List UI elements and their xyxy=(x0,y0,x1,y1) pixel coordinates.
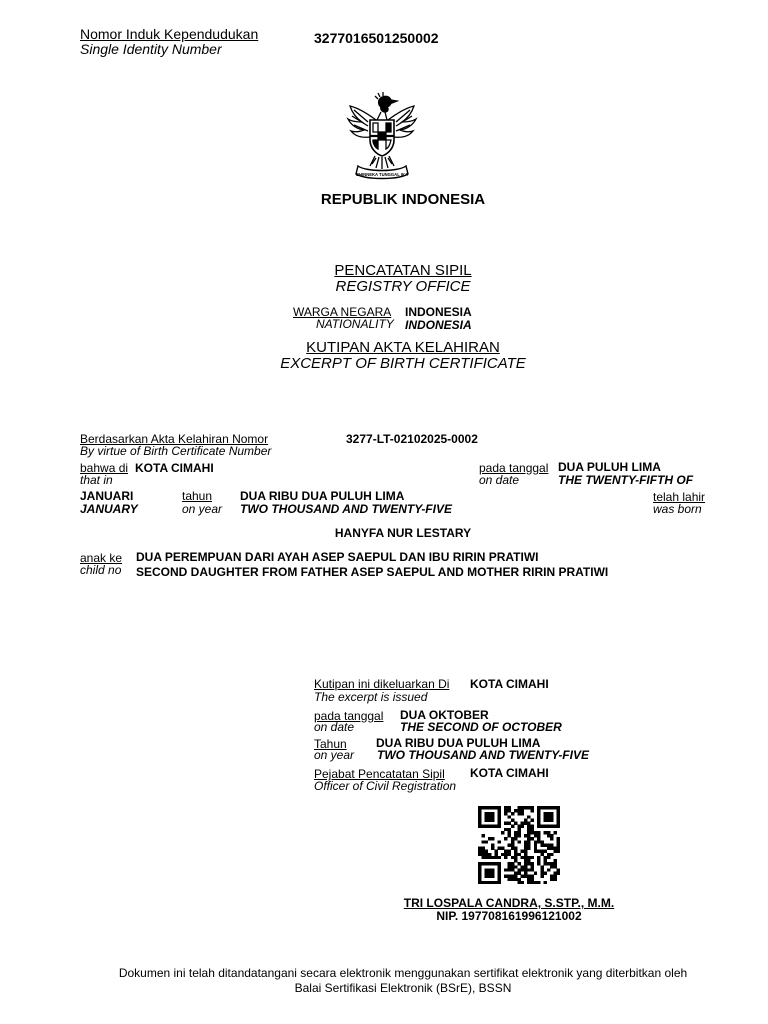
footer-line-1: Dokumen ini telah ditandatangani secara elektronik menggunakan sertifikat elektronik yang diterbitkan oleh xyxy=(118,966,688,980)
issue-place-label-en: The excerpt is issued xyxy=(314,690,428,704)
birth-year-label: tahun xyxy=(182,489,213,503)
basis-value: 3277-LT-02102025-0002 xyxy=(346,432,478,446)
basis-label-en: By virtue of Birth Certificate Number xyxy=(80,444,272,458)
child-order-label: anak ke xyxy=(80,551,123,565)
born-label: telah lahir xyxy=(653,490,706,504)
nik-label-en: Single Identity Number xyxy=(80,41,222,57)
officer-value: KOTA CIMAHI xyxy=(470,766,549,780)
birth-date-value: DUA PULUH LIMA xyxy=(558,460,661,474)
issue-date-value: DUA OKTOBER xyxy=(400,708,489,722)
child-order-value-en: SECOND DAUGHTER FROM FATHER ASEP SAEPUL AND MOTHER RIRIN PRATIWI xyxy=(136,565,609,579)
officer-label-en: Officer of Civil Registration xyxy=(314,779,457,793)
birth-year-value-en: TWO THOUSAND AND TWENTY-FIVE xyxy=(240,502,452,516)
birth-month-value: JANUARI xyxy=(80,489,134,503)
signer-nip: NIP. 197708161996121002 xyxy=(436,909,582,923)
issue-year-label-en: on year xyxy=(314,748,355,762)
birth-place-label-en: that in xyxy=(80,473,113,487)
birth-date-label: pada tanggal xyxy=(479,461,549,475)
office-title-en: REGISTRY OFFICE xyxy=(335,278,471,295)
country-title: REPUBLIK INDONESIA xyxy=(320,191,486,208)
birth-date-value-en: THE TWENTY-FIFTH OF xyxy=(558,473,694,487)
birth-date-label-en: on date xyxy=(479,473,520,487)
svg-text:BHINNEKA TUNGGAL IKA: BHINNEKA TUNGGAL IKA xyxy=(355,172,409,177)
doc-title-en: EXCERPT OF BIRTH CERTIFICATE xyxy=(280,355,526,372)
basis-label: Berdasarkan Akta Kelahiran Nomor xyxy=(80,432,269,446)
issue-place-value: KOTA CIMAHI xyxy=(470,677,549,691)
child-order-value: DUA PEREMPUAN DARI AYAH ASEP SAEPUL DAN IBU RIRIN PRATIWI xyxy=(136,550,539,564)
issue-place-label: Kutipan ini dikeluarkan Di xyxy=(314,677,450,691)
issue-year-value-en: TWO THOUSAND AND TWENTY-FIVE xyxy=(377,748,589,762)
birth-month-value-en: JANUARY xyxy=(80,502,138,516)
birth-year-label-en: on year xyxy=(182,502,223,516)
nationality-label: WARGA NEGARA xyxy=(293,305,392,319)
nationality-value-en: INDONESIA xyxy=(405,318,472,332)
issue-year-value: DUA RIBU DUA PULUH LIMA xyxy=(376,736,541,750)
nik-value: 3277016501250002 xyxy=(314,30,439,46)
nationality-value: INDONESIA xyxy=(405,305,472,319)
officer-label: Pejabat Pencatatan Sipil xyxy=(314,767,445,781)
issue-year-label: Tahun xyxy=(314,737,347,751)
signer-name: TRI LOSPALA CANDRA, S.STP., M.M. xyxy=(403,896,615,910)
birth-place-label: bahwa di xyxy=(80,461,129,475)
issue-date-label-en: on date xyxy=(314,720,355,734)
issue-date-value-en: THE SECOND OF OCTOBER xyxy=(400,720,562,734)
born-label-en: was born xyxy=(653,502,702,516)
qr-code-icon xyxy=(478,806,560,884)
garuda-emblem-icon xyxy=(342,92,422,188)
nik-label: Nomor Induk Kependudukan xyxy=(80,26,259,42)
birth-place-value: KOTA CIMAHI xyxy=(135,461,214,475)
child-name: HANYFA NUR LESTARY xyxy=(334,526,472,540)
child-order-label-en: child no xyxy=(80,563,122,577)
office-title: PENCATATAN SIPIL xyxy=(334,262,472,279)
issue-date-label: pada tanggal xyxy=(314,709,384,723)
nationality-label-en: NATIONALITY xyxy=(316,317,394,331)
doc-title: KUTIPAN AKTA KELAHIRAN xyxy=(306,339,500,356)
birth-year-value: DUA RIBU DUA PULUH LIMA xyxy=(240,489,405,503)
footer-line-2: Balai Sertifikasi Elektronik (BSrE), BSSN xyxy=(294,981,512,995)
